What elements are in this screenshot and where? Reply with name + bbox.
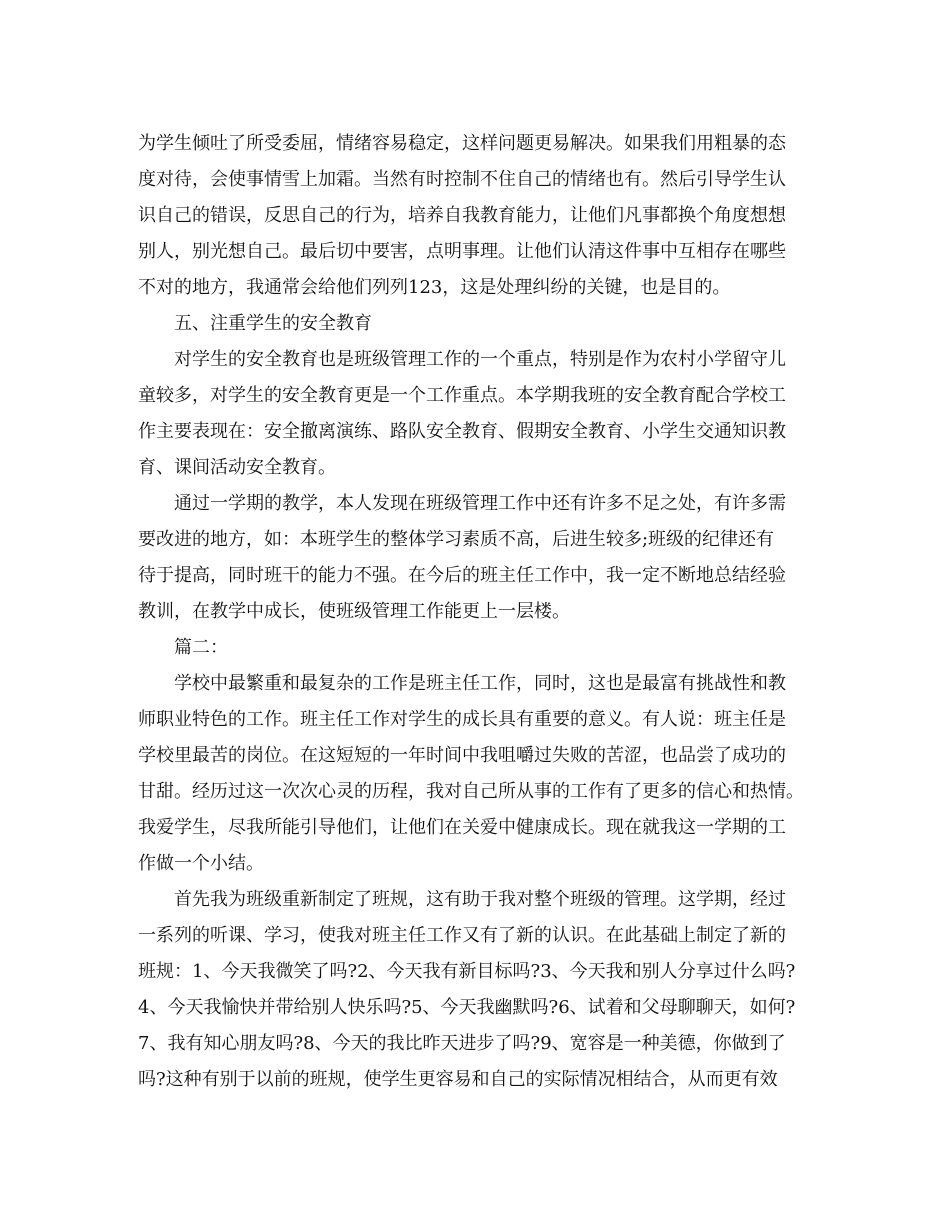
document-body bbox=[138, 126, 838, 1098]
text-line: 甘甜。经历过这一次次心灵的历程，我对自己所从事的工作有了更多的信心和热情。 bbox=[138, 781, 804, 802]
text-line: 师职业特色的工作。班主任工作对学生的成长具有重要的意义。有人说：班主任是 bbox=[138, 709, 786, 730]
text-line: 通过一学期的教学，本人发现在班级管理工作中还有许多不足之处，有许多需 bbox=[174, 493, 786, 514]
text-line: 童较多，对学生的安全教育更是一个工作重点。本学期我班的安全教育配合学校工 bbox=[138, 385, 786, 406]
text-line: 不对的地方，我通常会给他们列列123，这是处理纠纷的关键，也是目的。 bbox=[138, 277, 731, 298]
text-line: 4、今天我愉快并带给别人快乐吗?5、今天我幽默吗?6、试着和父母聊聊天，如何? bbox=[138, 997, 796, 1018]
text-line: 7、我有知心朋友吗?8、今天的我比昨天进步了吗?9、宽容是一种美德，你做到了 bbox=[138, 1033, 786, 1054]
text-line: 首先我为班级重新制定了班规，这有助于我对整个班级的管理。这学期，经过 bbox=[174, 889, 786, 910]
text-line: 作主要表现在：安全撤离演练、路队安全教育、假期安全教育、小学生交通知识教 bbox=[138, 421, 786, 442]
text-line: 育、课间活动安全教育。 bbox=[138, 457, 336, 478]
text-line: 学校中最繁重和最复杂的工作是班主任工作，同时，这也是最富有挑战性和教 bbox=[174, 673, 786, 694]
text-line: 要改进的地方，如：本班学生的整体学习素质不高，后进生较多;班级的纪律还有 bbox=[138, 529, 775, 550]
text-line: 五、注重学生的安全教育 bbox=[174, 313, 372, 334]
text-line: 班规：1、今天我微笑了吗?2、今天我有新目标吗?3、今天我和别人分享过什么吗? bbox=[138, 961, 796, 982]
text-line: 教训，在教学中成长，使班级管理工作能更上一层楼。 bbox=[138, 601, 570, 622]
text-line: 度对待，会使事情雪上加霜。当然有时控制不住自己的情绪也有。然后引导学生认 bbox=[138, 169, 786, 190]
text-line: 学校里最苦的岗位。在这短短的一年时间中我咀嚼过失败的苦涩，也品尝了成功的 bbox=[138, 745, 786, 766]
text-line: 我爱学生，尽我所能引导他们，让他们在关爱中健康成长。现在就我这一学期的工 bbox=[138, 817, 786, 838]
text-line: 为学生倾吐了所受委屈，情绪容易稳定，这样问题更易解决。如果我们用粗暴的态 bbox=[138, 133, 786, 154]
text-line: 一系列的听课、学习，使我对班主任工作又有了新的认识。在此基础上制定了新的 bbox=[138, 925, 786, 946]
text-line: 作做一个小结。 bbox=[138, 853, 264, 874]
text-line: 篇二： bbox=[174, 637, 228, 658]
text-line: 别人，别光想自己。最后切中要害，点明事理。让他们认清这件事中互相存在哪些 bbox=[138, 241, 786, 262]
text-line: 待于提高，同时班干的能力不强。在今后的班主任工作中，我一定不断地总结经验 bbox=[138, 565, 786, 586]
text-line: 识自己的错误，反思自己的行为，培养自我教育能力，让他们凡事都换个角度想想 bbox=[138, 205, 786, 226]
text-line: 对学生的安全教育也是班级管理工作的一个重点，特别是作为农村小学留守儿 bbox=[174, 349, 786, 370]
text-line: 吗?这种有别于以前的班规，使学生更容易和自己的实际情况相结合，从而更有效 bbox=[138, 1069, 778, 1090]
